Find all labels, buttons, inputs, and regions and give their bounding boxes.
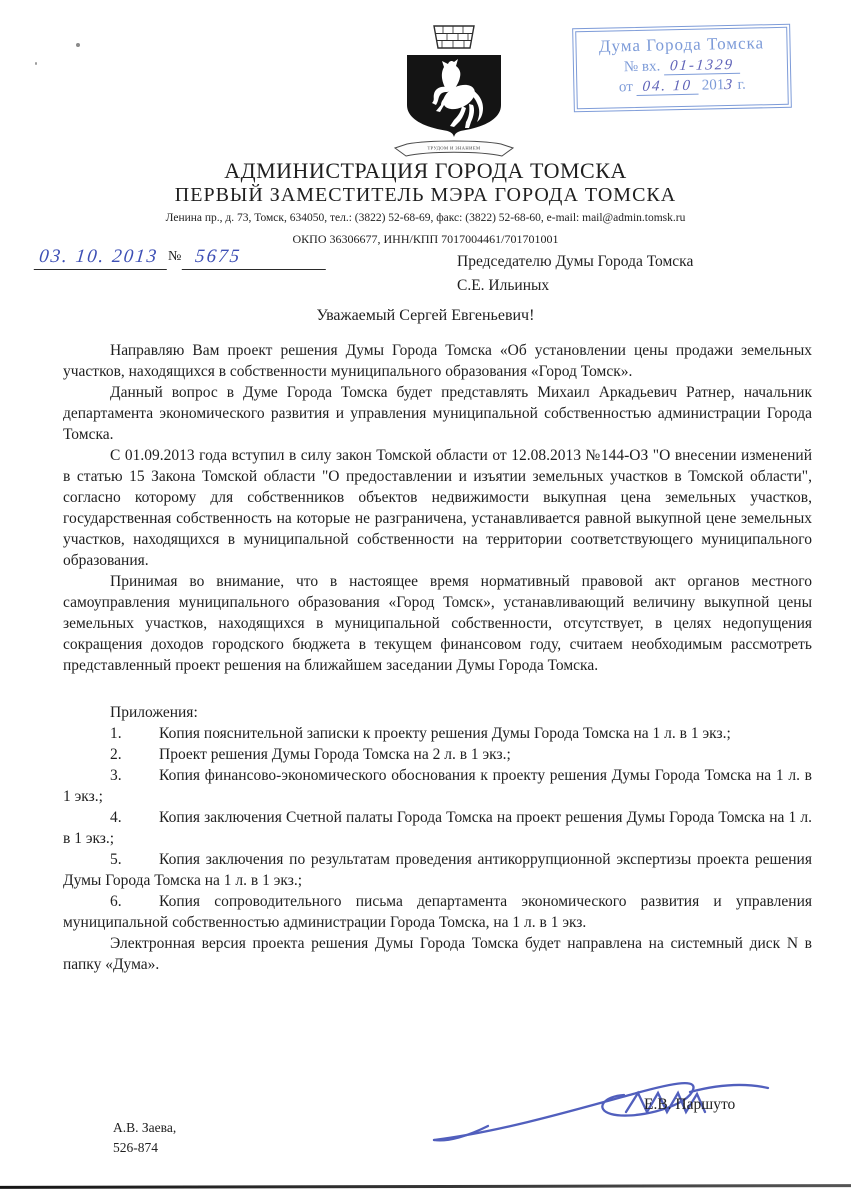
incoming-registration-stamp	[572, 24, 792, 113]
stamp-date-handwritten: 04. 10	[641, 77, 693, 95]
shield-with-horse-icon	[405, 53, 503, 137]
stamp-year-printed: 201	[701, 77, 725, 94]
tomsk-coat-of-arms	[393, 24, 515, 161]
executor-name: А.В. Заева,	[113, 1120, 177, 1135]
addressee-block	[457, 250, 693, 298]
attachment-item	[63, 723, 812, 744]
signer-name: Е.В. Паршуто	[644, 1096, 736, 1113]
scan-bottom-edge	[0, 1184, 851, 1189]
motto-text: ТРУДОМ И ЗНАНИЕМ	[427, 145, 481, 151]
stamp-date-label: от	[618, 79, 633, 96]
attachment-text: Копия сопроводительного письма департамента экономического развития и управления муниципальной собственностью администрации Города Томска, на 1 л. в 1 экз.	[63, 893, 812, 931]
stamp-year-handwritten: 3	[723, 76, 735, 94]
attachment-text: Копия заключения по результатам проведения антикоррупционной экспертизы проекта решения Думы Города Томска на 1 л. в 1 экз.;	[63, 851, 812, 889]
executor-phone: 526-874	[113, 1140, 158, 1155]
addressee-position: Председателю Думы Города Томска	[457, 253, 694, 270]
body-paragraph: Принимая во внимание, что в настоящее время нормативный правовой акт органов местного самоуправления муниципального образования «Город Томск», устанавливающий величину выкупной цены земельных участков, находящихся в муниципальной собственности, отсутствует, в целях недопущения сокращения доходов городского бюджета в текущем финансовом году, считаем необходимым рассмотреть представленный проект решения на ближайшем заседании Думы Города Томска.	[63, 573, 812, 674]
body-paragraph: Данный вопрос в Думе Города Томска будет представлять Михаил Аркадьевич Ратнер, начальник департамента экономического развития и управления муниципальной собственностью администрации Города Томска.	[63, 384, 812, 443]
attachment-number: 6.	[110, 893, 122, 910]
executor-block	[113, 1118, 176, 1158]
attachment-text: Копия финансово-экономического обоснования к проекту решения Думы Города Томска на 1 л. в 1 экз.;	[63, 767, 812, 805]
stamp-number-handwritten: 01-1329	[669, 56, 735, 75]
attachment-text: Копия заключения Счетной палаты Города Томска на проект решения Думы Города Томска на 1 л. в 1 экз.;	[63, 809, 812, 847]
stamp-org-name: Дума Города Томска	[598, 33, 765, 56]
attachment-item	[63, 891, 812, 933]
attachment-text: Копия пояснительной записки к проекту решения Думы Города Томска на 1 л. в 1 экз.;	[159, 725, 731, 742]
attachment-item	[63, 849, 812, 891]
attachment-number: 5.	[110, 851, 122, 868]
organization-subtitle: ПЕРВЫЙ ЗАМЕСТИТЕЛЬ МЭРА ГОРОДА ТОМСКА	[174, 184, 677, 206]
attachment-item	[63, 744, 812, 765]
addressee-name: С.Е. Ильиных	[457, 277, 550, 294]
outgoing-number-handwritten: 5675	[182, 246, 329, 270]
scan-speck	[76, 43, 80, 47]
attachment-number: 2.	[110, 746, 122, 763]
organization-address: Ленина пр., д. 73, Томск, 634050, тел.: (3822) 52-68-69, факс: (3822) 52-68-60, e-mail: mail@admin.tomsk.ru	[165, 212, 686, 224]
salutation: Уважаемый Сергей Евгеньевич!	[316, 307, 535, 324]
attachment-number: 1.	[110, 725, 122, 742]
closing-paragraph: Электронная версия проекта решения Думы Города Томска будет направлена на системный диск N в папку «Дума».	[63, 935, 812, 973]
stamp-year-suffix: г.	[737, 76, 746, 93]
organization-title: АДМИНИСТРАЦИЯ ГОРОДА ТОМСКА	[224, 158, 627, 183]
body-paragraph: Направляю Вам проект решения Думы Города Томска «Об установлении цены продажи земельных участков, находящихся в собственности муниципального образования «Город Томск».	[63, 342, 812, 380]
attachment-number: 4.	[110, 809, 122, 826]
organization-okpo: ОКПО 36306677, ИНН/КПП 7017004461/701701001	[292, 232, 559, 246]
outgoing-date-handwritten: 03. 10. 2013	[34, 246, 170, 270]
stamp-number-label: № вх.	[623, 58, 661, 76]
attachments-title: Приложения:	[110, 704, 198, 721]
number-sign: №	[168, 249, 182, 264]
attachment-number: 3.	[110, 767, 122, 784]
mural-crown-icon	[429, 24, 479, 50]
attachment-item	[63, 765, 812, 807]
body-paragraph: С 01.09.2013 года вступил в силу закон Томской области от 12.08.2013 №144-ОЗ "О внесении изменений в статью 15 Закона Томской области "О предоставлении и изъятии земельных участков в Томской области", согласно которому для собственников объектов недвижимости выкупная цена земельных участков, государственная собственность на которые не разграничена, устанавливается равной выкупной цене земельных участков, находящихся в муниципальной собственности на территории соответствующего муниципального образования.	[63, 447, 812, 569]
attachment-text: Проект решения Думы Города Томска на 2 л. в 1 экз.;	[159, 746, 511, 763]
letter-body	[63, 340, 812, 975]
outgoing-ref-line	[35, 246, 327, 270]
scan-speck	[35, 62, 37, 65]
attachment-item	[63, 807, 812, 849]
